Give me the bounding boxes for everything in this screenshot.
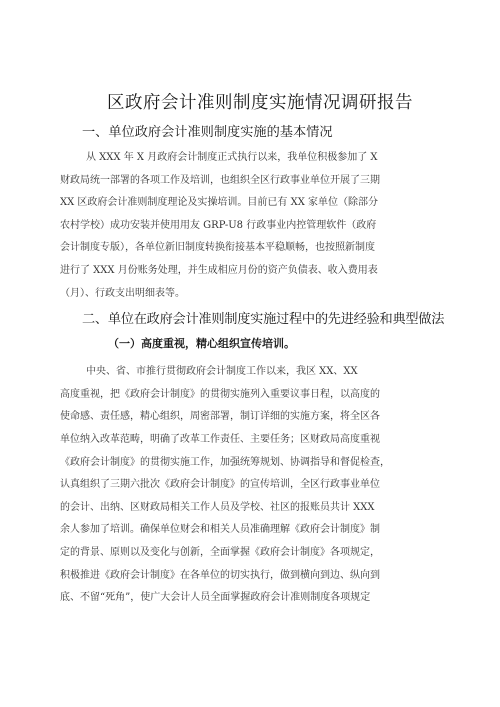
- paragraph-line: 单位纳入改革范畴，明确了改革工作责任、主要任务；区财政局高度重视: [60, 433, 380, 445]
- paragraph-line: 底、不留“死角”，使广大会计人员全面掌握政府会计准则制度各项规定: [60, 592, 371, 604]
- section-1-paragraph: [60, 147, 460, 305]
- paragraph-line: 使命感、责任感，精心组织，周密部署，制订详细的实施方案，将全区各: [60, 411, 380, 423]
- paragraph-line: 定的背景、原则以及变化与创新，全面掌握《政府会计制度》各项规定，: [60, 546, 380, 558]
- paragraph-line: （月）、行政支出明细表等。: [60, 287, 185, 299]
- paragraph-line: 的会计、出纳、区财政局相关工作人员及学校、社区的报账员共计 XXX: [60, 501, 375, 513]
- section-1-heading: 一、单位政府会计准则制度实施的基本情况: [82, 125, 333, 140]
- paragraph-line: 高度重视，把《政府会计制度》的贯彻实施列入重要议事日程，以高度的: [60, 388, 380, 400]
- document-title: 区政府会计准则制度实施情况调研报告: [107, 93, 413, 113]
- paragraph-line: XX 区政府会计准则制度理论及实操培训。目前已有 XX 家单位（除部分: [60, 197, 379, 209]
- paragraph-line: 余人参加了培训。确保单位财会和相关人员准确理解《政府会计制度》制: [60, 524, 380, 536]
- section-2-subheading: （一）高度重视，精心组织宣传培训。: [108, 337, 295, 351]
- section-2-paragraph: [60, 361, 460, 610]
- paragraph-line: 积极推进《政府会计制度》在各单位的切实执行，做到横向到边、纵向到: [60, 569, 380, 581]
- section-2-heading: 二、单位在政府会计准则制度实施过程中的先进经验和典型做法: [82, 312, 445, 328]
- paragraph-line: 农村学校）成功安装并使用用友 GRP-U8 行政事业内控管理软件（政府: [60, 219, 377, 231]
- paragraph-line: 进行了 XXX 月份账务处理，并生成相应月份的资产负债表、收入费用表: [60, 264, 378, 276]
- paragraph-line: 从 XXX 年 X 月政府会计制度正式执行以来，我单位积极参加了 X: [86, 152, 378, 163]
- paragraph-line: 财政局统一部署的各项工作及培训，也组织全区行政事业单位开展了三期: [60, 174, 380, 186]
- paragraph-line: 《政府会计制度》的贯彻实施工作，加强统筹规划、协调指导和督促检查，: [60, 456, 390, 468]
- paragraph-line: 会计制度专版），各单位新旧制度转换衔接基本平稳顺畅，也按照新制度: [60, 242, 375, 254]
- paragraph-line: 中央、省、市推行贯彻政府会计制度工作以来，我区 XX、XX: [86, 366, 358, 378]
- paragraph-line: 认真组织了三期六批次《政府会计制度》的宣传培训，全区行政事业单位: [60, 479, 380, 491]
